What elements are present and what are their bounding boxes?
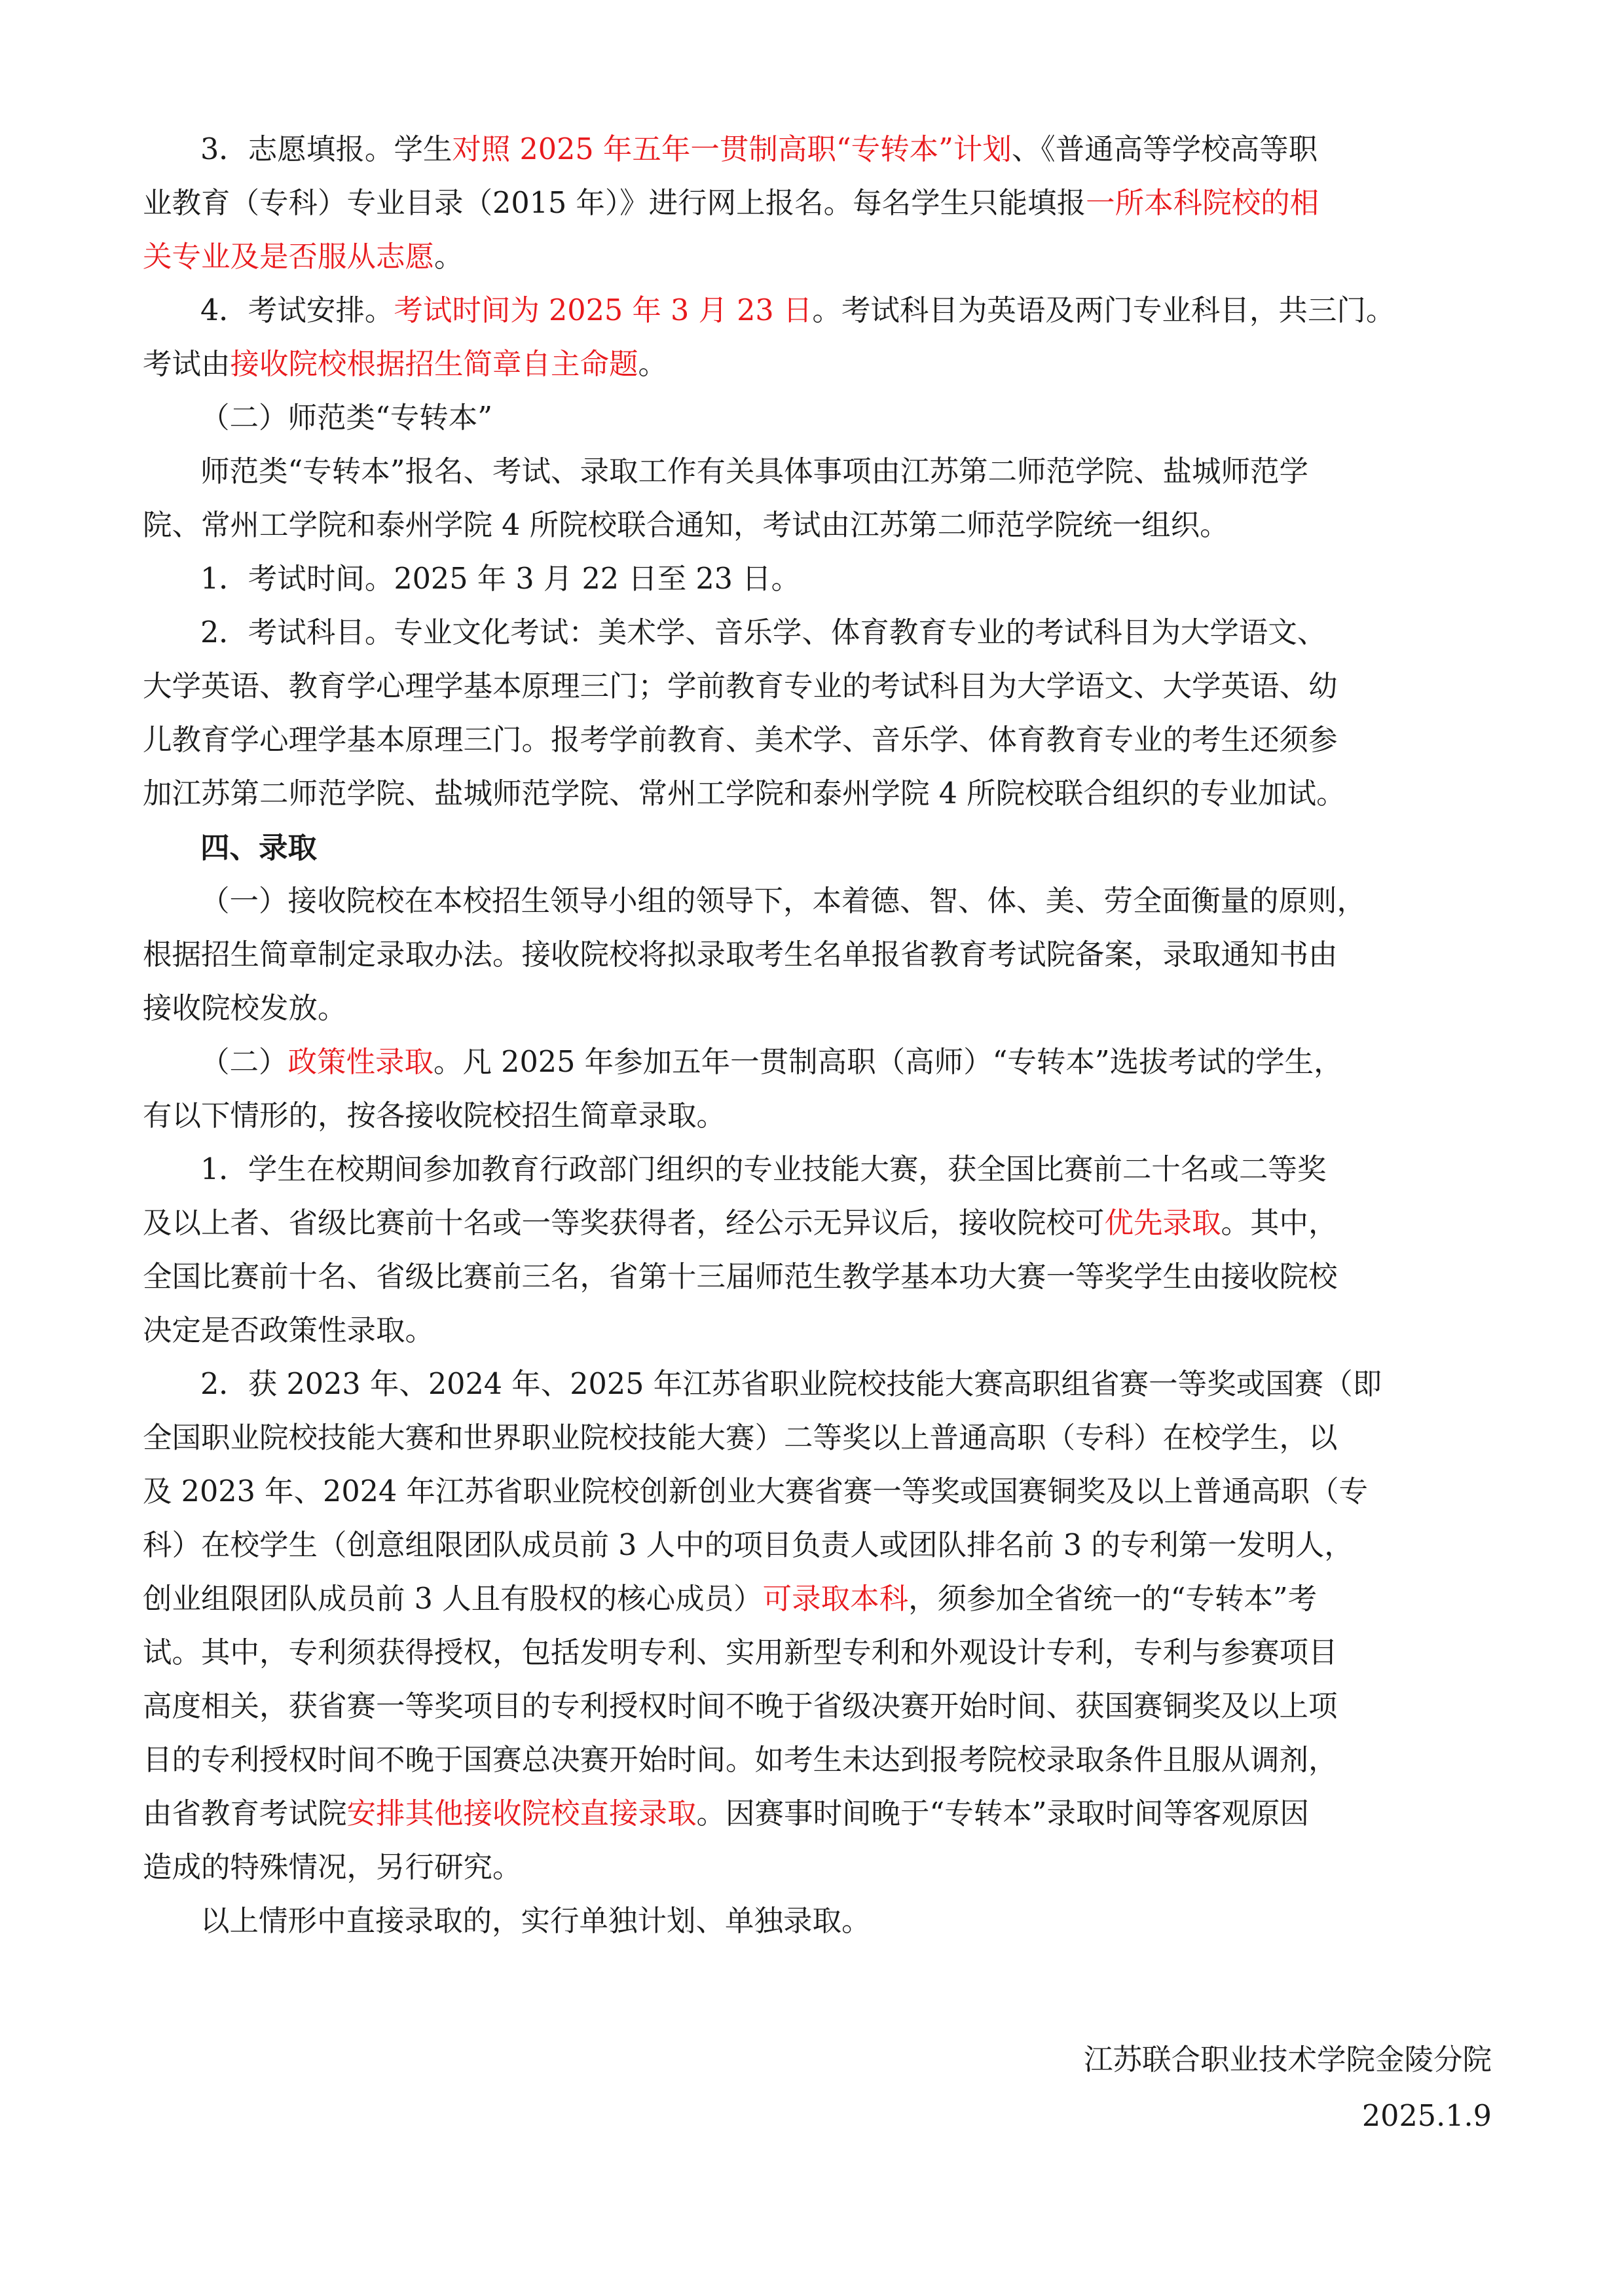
text-run: 及以上者、省级比赛前十名或一等奖获得者，经公示无异议后，接收院校可 [143, 1207, 1105, 1240]
para-awards-line-4 [143, 1519, 1492, 1573]
text-run: 。因赛事时间晚于“专转本”录取时间等客观原因 [696, 1797, 1310, 1831]
para-awards-line-8 [143, 1734, 1492, 1787]
highlight-text: 对照 2025 年五年一贯制高职“专转本”计划 [452, 133, 1012, 166]
para-skills-line-1 [143, 1143, 1492, 1197]
text-run: 1．考试时间。2025 年 3 月 22 日至 23 日。 [200, 562, 801, 596]
section-heading-admission [143, 821, 1492, 875]
text-run: 根据招生简章制定录取办法。接收院校将拟录取考生名单报省教育考试院备案，录取通知书由 [143, 938, 1338, 972]
text-run: 、《普通高等学校高等职 [1011, 133, 1318, 166]
text-run: ，须参加全省统一的“专转本”考 [908, 1582, 1318, 1616]
text-run: 2．考试科目。专业文化考试：美术学、音乐学、体育教育专业的考试科目为大学语文、 [200, 616, 1327, 649]
text-run: 大学英语、教育学心理学基本原理三门；学前教育专业的考试科目为大学语文、大学英语、幼 [143, 670, 1338, 703]
para-subjects-line-1 [143, 606, 1492, 660]
text-run: 。凡 2025 年参加五年一贯制高职（高师）“专转本”选拔考试的学生， [434, 1046, 1343, 1079]
para-awards-line-7 [143, 1680, 1492, 1734]
text-run: 四、录取 [200, 831, 318, 865]
para-skills-line-2 [143, 1197, 1492, 1250]
para-volunteer-line-3 [143, 230, 1492, 284]
para-exam-time [143, 553, 1492, 606]
text-run: 2．获 2023 年、2024 年、2025 年江苏省职业院校技能大赛高职组省赛一等奖或国赛（即 [200, 1368, 1382, 1401]
text-run: 考试由 [143, 348, 231, 381]
text-run: 造成的特殊情况，另行研究。 [143, 1851, 522, 1884]
text-run: 目的专利授权时间不晚于国赛总决赛开始时间。如考生未达到报考院校录取条件且服从调剂， [143, 1743, 1338, 1777]
subheading-normal-school [143, 392, 1492, 445]
para-policy-line-2 [143, 1089, 1492, 1143]
para-exam-line-2 [143, 338, 1492, 392]
text-run: 。考试科目为英语及两门专业科目，共三门。 [812, 294, 1395, 327]
text-run: 决定是否政策性录取。 [143, 1314, 435, 1347]
highlight-text: 安排其他接收院校直接录取 [346, 1797, 697, 1831]
text-run: 全国比赛前十名、省级比赛前三名，省第十三届师范生教学基本功大赛一等奖学生由接收院校 [143, 1260, 1338, 1294]
para-normal-line-2 [143, 499, 1492, 553]
para-volunteer-line-1 [143, 123, 1492, 177]
para-awards-line-6 [143, 1626, 1492, 1680]
text-run: 由省教育考试院 [143, 1797, 347, 1831]
text-run: 及 2023 年、2024 年江苏省职业院校创新创业大赛省赛一等奖或国赛铜奖及以上普通高职（专 [143, 1475, 1368, 1508]
highlight-text: 接收院校根据招生简章自主命题 [230, 348, 638, 381]
text-run: 加江苏第二师范学院、盐城师范学院、常州工学院和泰州学院 4 所院校联合组织的专业加试。 [143, 777, 1346, 811]
text-run: 3．志愿填报。学生 [200, 133, 452, 166]
highlight-text: 一所本科院校的相 [1086, 187, 1320, 220]
signature-organization: 江苏联合职业技术学院金陵分院 [1083, 2043, 1492, 2077]
text-run: 1．学生在校期间参加教育行政部门组织的专业技能大赛，获全国比赛前二十名或二等奖 [200, 1153, 1327, 1186]
text-run: （二）师范类“专转本” [200, 401, 493, 435]
text-run: 高度相关，获省赛一等奖项目的专利授权时间不晚于省级决赛开始时间、获国赛铜奖及以上项 [143, 1690, 1338, 1723]
text-run: （一）接收院校在本校招生领导小组的领导下，本着德、智、体、美、劳全面衡量的原则， [200, 884, 1367, 918]
para-normal-line-1 [143, 445, 1492, 499]
para-subjects-line-2 [143, 660, 1492, 714]
highlight-text: 可录取本科 [762, 1582, 909, 1616]
para-awards-line-10 [143, 1841, 1492, 1895]
para-admission-1-line-3 [143, 982, 1492, 1036]
text-run: 以上情形中直接录取的，实行单独计划、单独录取。 [200, 1904, 871, 1938]
text-run: 院、常州工学院和泰州学院 4 所院校联合通知，考试由江苏第二师范学院统一组织。 [143, 509, 1229, 542]
para-policy-line-1 [143, 1036, 1492, 1089]
text-run: 试。其中，专利须获得授权，包括发明专利、实用新型专利和外观设计专利，专利与参赛项目 [143, 1636, 1338, 1669]
highlight-text: 政策性录取 [287, 1046, 434, 1079]
para-skills-line-3 [143, 1250, 1492, 1304]
text-run: 有以下情形的，按各接收院校招生简章录取。 [143, 1099, 726, 1133]
para-awards-line-3 [143, 1465, 1492, 1519]
highlight-text: 优先录取 [1104, 1207, 1221, 1240]
text-run: 4．考试安排。 [200, 294, 394, 327]
para-awards-line-1 [143, 1358, 1492, 1412]
text-run: 业教育（专科）专业目录（2015 年）》进行网上报名。每名学生只能填报 [143, 187, 1086, 220]
document-body [143, 123, 1492, 1948]
para-awards-line-5 [143, 1573, 1492, 1626]
para-skills-line-4 [143, 1304, 1492, 1358]
text-run: 科）在校学生（创意组限团队成员前 3 人中的项目负责人或团队排名前 3 的专利第一发明人， [143, 1529, 1354, 1562]
text-run: 创业组限团队成员前 3 人且有股权的核心成员） [143, 1582, 763, 1616]
para-volunteer-line-2 [143, 177, 1492, 230]
para-admission-1-line-2 [143, 928, 1492, 982]
para-separate-plan [143, 1895, 1492, 1948]
text-run: 接收院校发放。 [143, 992, 347, 1025]
text-run: 儿教育学心理学基本原理三门。报考学前教育、美术学、音乐学、体育教育专业的考生还须参 [143, 723, 1338, 757]
text-run: 。其中， [1221, 1207, 1338, 1240]
para-awards-line-9 [143, 1787, 1492, 1841]
para-exam-line-1 [143, 284, 1492, 338]
signature-date: 2025.1.9 [1361, 2100, 1492, 2133]
text-run: 。 [638, 348, 668, 381]
para-admission-1-line-1 [143, 875, 1492, 928]
para-subjects-line-4 [143, 767, 1492, 821]
text-run: 全国职业院校技能大赛和世界职业院校技能大赛）二等奖以上普通高职（专科）在校学生，以 [143, 1421, 1338, 1455]
text-run: 。 [434, 240, 464, 274]
highlight-text: 关专业及是否服从志愿 [143, 240, 435, 274]
para-awards-line-2 [143, 1412, 1492, 1465]
highlight-text: 考试时间为 2025 年 3 月 23 日 [394, 294, 813, 327]
text-run: （二） [200, 1046, 288, 1079]
text-run: 师范类“专转本”报名、考试、录取工作有关具体事项由江苏第二师范学院、盐城师范学 [200, 455, 1309, 488]
para-subjects-line-3 [143, 714, 1492, 767]
